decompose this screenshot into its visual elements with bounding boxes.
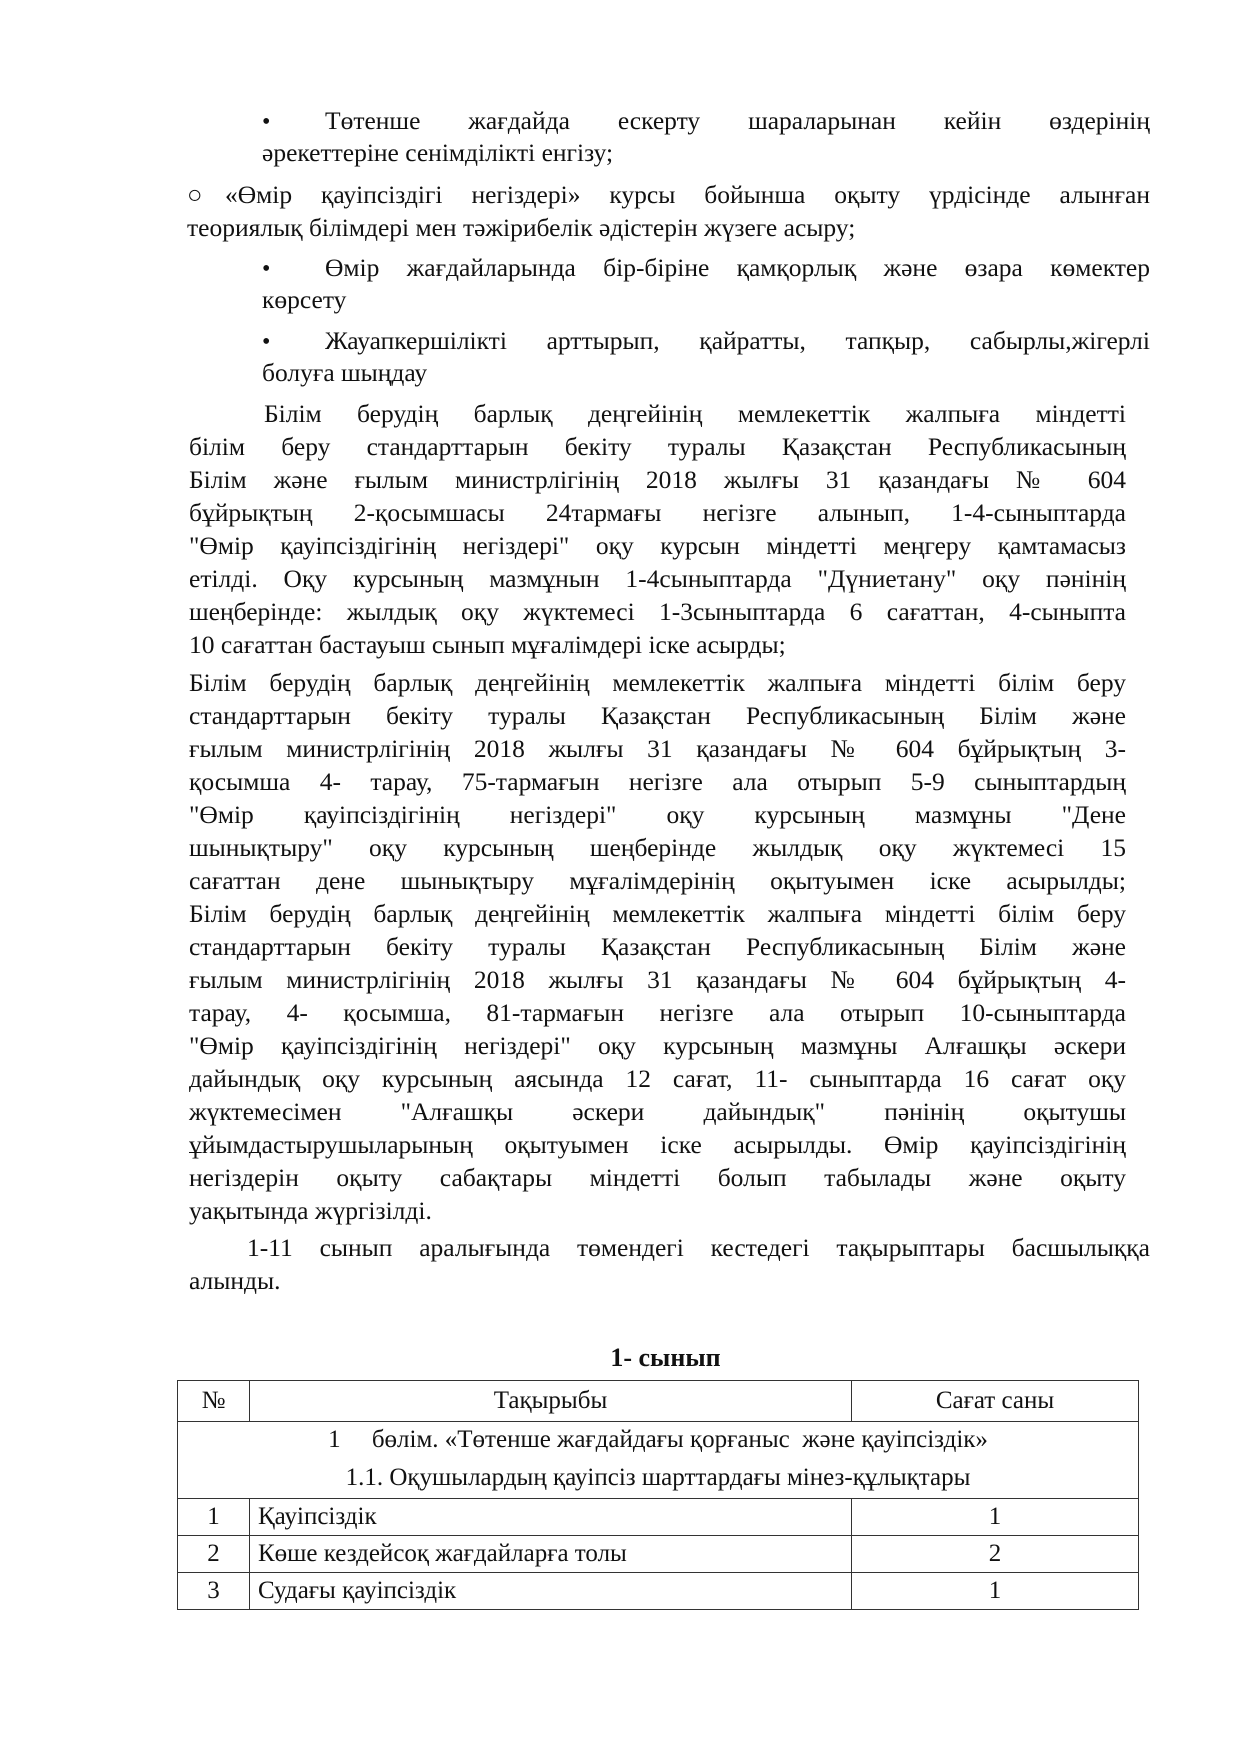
bullet-icon: • <box>262 109 271 135</box>
row-topic: Судағы қауіпсіздік <box>250 1573 852 1610</box>
paragraph-line: ұйымдастырушыларының оқытуымен іске асырылды. Өмір қауіпсіздігінің <box>189 1130 1126 1159</box>
paragraph-line: сағаттан дене шынықтыру мұғалімдерінің оқытуымен іске асырылды; <box>189 866 1126 895</box>
column-header-number: № <box>178 1381 250 1422</box>
paragraph-line: бұйрықтың 2-қосымшасы 24тармағы негізге алынып, 1-4-сыныптарда <box>189 498 1126 527</box>
paragraph-line: Білім берудің барлық деңгейінің мемлекеттік жалпыға міндетті білім беру <box>189 668 1126 697</box>
section-row <box>178 1422 1139 1499</box>
bullet-item-text: көрсету <box>262 285 347 314</box>
paragraph-line: "Өмір қауіпсіздігінің негіздері" оқу курсының мазмұны "Дене <box>189 800 1126 829</box>
column-header-topic: Тақырыбы <box>250 1381 852 1422</box>
bullet-icon: • <box>262 329 271 355</box>
paragraph-line: шеңберінде: жылдық оқу жүктемесі 1-3сыныптарда 6 сағаттан, 4-сыныпта <box>189 597 1126 626</box>
paragraph-line: білім беру стандарттарын бекіту туралы Қазақстан Республикасының <box>189 432 1126 461</box>
subsection-title: 1.1. Оқушылардың қауіпсіз шарттардағы мінез-құлықтары <box>345 1464 971 1491</box>
row-number: 3 <box>178 1573 250 1610</box>
row-topic: Қауіпсіздік <box>250 1499 852 1536</box>
paragraph-line: негіздерін оқыту сабақтары міндетті болып табылады және оқыту <box>189 1163 1126 1192</box>
bullet-icon: • <box>262 256 271 282</box>
paragraph-line: дайындық оқу курсының аясында 12 сағат, 11- сыныптарда 16 сағат оқу <box>189 1064 1126 1093</box>
paragraph-line: етілді. Оқу курсының мазмұнын 1-4сыныптарда "Дүниетану" оқу пәнінің <box>189 564 1126 593</box>
paragraph-line: "Өмір қауіпсіздігінің негіздері" оқу курсын міндетті меңгеру қамтамасыз <box>189 531 1126 560</box>
table-row <box>178 1536 1139 1573</box>
paragraph-line: стандарттарын бекіту туралы Қазақстан Республикасының Білім және <box>189 932 1126 961</box>
paragraph-line: "Өмір қауіпсіздігінің негіздері" оқу курсының мазмұны Алғашқы әскери <box>189 1031 1126 1060</box>
section-title: 1 бөлім. «Төтенше жағдайдағы қорғаныс және қауіпсіздік» <box>328 1426 988 1453</box>
paragraph-line: Білім берудің барлық деңгейінің мемлекеттік жалпыға міндетті <box>264 399 1126 428</box>
circle-item-text: теориялық білімдері мен тәжірибелік әдістерін жүзеге асыру; <box>187 213 856 242</box>
bullet-item-text: Өмір жағдайларында бір-біріне қамқорлық және өзара көмектер <box>325 253 1150 282</box>
table-row <box>178 1573 1139 1610</box>
row-number: 1 <box>178 1499 250 1536</box>
paragraph-line: стандарттарын бекіту туралы Қазақстан Республикасының Білім және <box>189 701 1126 730</box>
bullet-item-text: Төтенше жағдайда ескерту шараларынан кейін өздерінің <box>325 106 1150 135</box>
paragraph-line: 1-11 сынып аралығында төмендегі кестедегі тақырыптары басшылыққа <box>247 1233 1150 1262</box>
column-header-hours: Сағат саны <box>852 1381 1139 1422</box>
table-header-row <box>178 1381 1139 1422</box>
circle-item-text: ○«Өмір қауіпсіздігі негіздері» курсы бойынша оқыту үрдісінде алынған <box>187 180 1150 209</box>
paragraph-line: қосымша 4- тарау, 75-тармағын негізге ала отырып 5-9 сыныптардың <box>189 767 1126 796</box>
paragraph-line: ғылым министрлігінің 2018 жылғы 31 қазандағы № 604 бұйрықтың 3- <box>189 734 1126 763</box>
paragraph-line: ғылым министрлігінің 2018 жылғы 31 қазандағы № 604 бұйрықтың 4- <box>189 965 1126 994</box>
topics-table <box>177 1380 1139 1610</box>
row-hours: 1 <box>852 1499 1139 1536</box>
row-hours: 2 <box>852 1536 1139 1573</box>
paragraph-line: тарау, 4- қосымша, 81-тармағын негізге ала отырып 10-сыныптарда <box>189 998 1126 1027</box>
paragraph-line: Білім және ғылым министрлігінің 2018 жылғы 31 қазандағы № 604 <box>189 465 1126 494</box>
row-number: 2 <box>178 1536 250 1573</box>
paragraph-line: шынықтыру" оқу курсының шеңберінде жылдық оқу жүктемесі 15 <box>189 833 1126 862</box>
paragraph-line: 10 сағаттан бастауыш сынып мұғалімдері іске асырды; <box>189 630 786 659</box>
section-cell <box>178 1422 1139 1499</box>
bullet-item-text: болуға шыңдау <box>262 358 428 387</box>
paragraph-line: алынды. <box>189 1266 281 1295</box>
bullet-item-text: Жауапкершілікті арттырып, қайратты, тапқыр, сабырлы,жігерлі <box>325 326 1150 355</box>
table-row <box>178 1499 1139 1536</box>
paragraph-line: уақытында жүргізілді. <box>189 1196 432 1225</box>
bullet-item-text: әрекеттеріне сенімділікті енгізу; <box>262 138 614 167</box>
paragraph-line: жүктемесімен "Алғашқы әскери дайындық" пәнінің оқытушы <box>189 1097 1126 1126</box>
paragraph-line: Білім берудің барлық деңгейінің мемлекеттік жалпыға міндетті білім беру <box>189 899 1126 928</box>
table-heading: 1- сынып <box>610 1343 721 1372</box>
row-hours: 1 <box>852 1573 1139 1610</box>
row-topic: Көше кездейсоқ жағдайларға толы <box>250 1536 852 1573</box>
